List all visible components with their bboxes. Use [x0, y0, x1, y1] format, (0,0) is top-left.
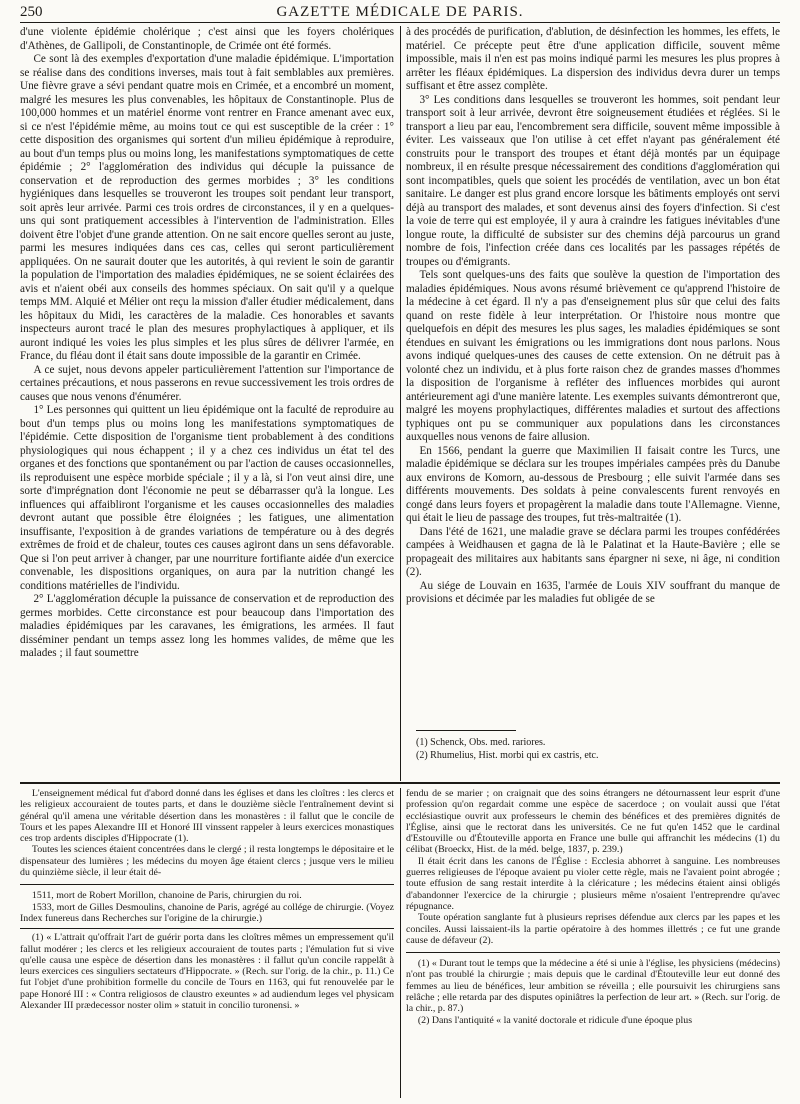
header-rule — [20, 22, 780, 23]
paragraph: Il était écrit dans les canons de l'Église : Ecclesia abhorret à sanguine. Les nombreuses guerres religieuses de l'époque avaient pu violer cette règle, mais ne l'avaient point abrogée ; toute effusion de sang restait interdite à la cléricature ; les médecins étaient ainsi obligés d'abandonner l'exercice de la chirurgie ; plusieurs même n'osaient l'entreprendre qu'avec répugnance. — [406, 855, 780, 912]
dated-entry: 1533, mort de Gilles Desmoulins, chanoine de Paris, agrégé au collége de chirurgie. (Voyez Index funereus dans Recherches sur l'origine de la chirurgie.) — [20, 901, 394, 924]
paragraph: d'une violente épidémie cholérique ; c'est ainsi que les foyers cholériques d'Athènes, de Gallipoli, de Constantinople, de Crimée ont été formés. — [20, 26, 394, 52]
paragraph: L'enseignement médical fut d'abord donné dans les églises et dans les cloîtres : les clercs et les religieux accouraient de toutes parts, et dans le douzième siècle l'entraînement devint si général qu'il amena une véritable désertion dans les monastères : il fallut que le concile de Tours et les papes Alexandre III et Honoré III vinssent rappeler à leurs exercices monastiques ces trop ardents disciples d'Hippocrate (1). — [20, 788, 394, 845]
separator-rule — [406, 952, 780, 953]
journal-title: GAZETTE MÉDICALE DE PARIS. — [276, 4, 524, 20]
paragraph: 3° Les conditions dans lesquelles se trouveront les hommes, soit pendant leur transport soit à leur arrivée, devront être soigneusement étudiées et réglées. Si le transport a lieu par eau, l'encombrement sera difficile, souvent même impossible à éviter. Les vaisseaux que l'on utilise à cet effet n'ayant pas généralement été construits pour le transport des troupes et étant déjà montés par un équipage nombreux, il en résulte presque nécessairement des conditions d'agglomération qui sont incompatibles, quels que soient les procédés de ventilation, avec un bon état sanitaire. Le danger est plus grand encore lorsque les bâtiments employés ont servi déjà au transport des malades, et sont devenus ainsi des foyers d'infection. Si c'est la voie de terre qui est employée, il y aura à craindre les fatigues inévitables d'une longue route, la difficulté de subsister sur des chemins déjà parcourus un grand nombre de fois, l'infection créée dans ces localités par les passages répétés de troupes ou d'émigrants. — [406, 93, 780, 268]
paragraph: 2° L'agglomération décuple la puissance de conservation et de reproduction des germes morbides. Cette circonstance est pour beaucoup dans l'importation des maladies épidémiques par les caravanes, les émigrations, les armées. Il faut disséminer pendant un temps assez long les hommes valides, de même que les malades ; il faut soumettre — [20, 593, 394, 659]
separator-rule — [20, 928, 394, 929]
article-left-column — [20, 26, 394, 756]
paragraph: A ce sujet, nous devons appeler particulièrement l'attention sur l'importance de certaines précautions, et nous passerons en revue successivement les trois ordres de causes que nous venons d'énumérer. — [20, 363, 394, 403]
footnote: (1) « L'attrait qu'offrait l'art de guérir porta dans les cloîtres mêmes un empressement qu'il fallut modérer ; les clercs et les religieux accouraient de toutes parts ; l'émulation fut si vive qu'elle causa une espèce de désertion dans les monastères : il fallut qu'un concile rappelât à leurs exercices ces singuliers sectateurs d'Hippocrate. » (Rech. sur l'orig. de la chir., p. 11.) Ce fut l'objet d'une prohibition formelle du concile de Tours en 1163, qui fut renouvelée par le pape Honoré III : « Contra religiosos de claustro exeuntes » ad audiendum leges vel physicam Alexander III prædecessor noster olim » statuit in concilio turonensi. » — [20, 932, 394, 1012]
page-number: 250 — [20, 4, 43, 20]
column-divider — [400, 788, 401, 1098]
paragraph: En 1566, pendant la guerre que Maximilien II faisait contre les Turcs, une maladie épidémique se déclara sur les troupes impériales campées près du Danube aux environs de Komorn, au-dessous de Presbourg ; elle suivit l'armée dans ses différents mouvements. Des soldats à peine convalescents furent renvoyés en congé dans leurs foyers et propagèrent la maladie dans toute l'Allemagne. Vienne, qui était le lieu de passage des troupes, fut très-maltraitée (1). — [406, 444, 780, 524]
page-header — [20, 4, 780, 24]
feuilleton-right-column — [406, 788, 780, 1098]
paragraph: Au siége de Louvain en 1635, l'armée de Louis XIV souffrant du manque de provisions et décimée par les maladies fut obligée de se — [406, 579, 780, 605]
footnote-rule — [416, 730, 516, 731]
paragraph: fendu de se marier ; on craignait que des soins étrangers ne détournassent leur esprit d'une profession qu'on regardait comme une espèce de sacerdoce ; on voulait aussi que l'état ecclésiastique ouvrit aux professeurs le chemin des bénéfices et des premières dignités de l'Église, ainsi que le rectorat dans les universités. Ce ne fut qu'en 1452 que le cardinal d'Estouville ou d'Étouteville apporta en France une bulle qui affranchit les médecins (1) du célibat (Broeckx, Hist. de la méd. belge, 1837, p. 239.) — [406, 788, 780, 856]
paragraph: à des procédés de purification, d'ablution, de désinfection les hommes, les effets, le matériel. Ce précepte peut être d'une application difficile, souvent même impossible, mais il n'en est pas moins indiqué parmi les mesures les plus propres à arrêter les fléaux épidémiques. La dispersion des individus devra durer un temps suffisant et être assez complète. — [406, 26, 780, 92]
paragraph: 1° Les personnes qui quittent un lieu épidémique ont la faculté de reproduire au bout d'un temps plus ou moins long les manifestations symptomatiques de l'épidémie. Cette disposition de l'organisme tient probablement à des conditions physiologiques qui nous échappent ; il y a chez ces individus un état tel des organes et des fonctions que spontanément ou par l'action de causes occasionnelles, ils reproduisent une espèce morbide spéciale ; il y a là, si l'on veut ainsi dire, une sorte d'imprégnation dont l'économie ne peut se débarrasser qu'à la longue. Les influences qui affaibliront l'organisme et les causes occasionnelles des maladies devront autant que possible être éloignées ; les fatigues, une alimentation insuffisante, l'exposition à de grandes variations de température ou à des degrés extrêmes de froid et de chaleur, toutes ces causes agiront dans un sens défavorable. Que si l'on peut arriver à changer, par une nourriture fortifiante aidée d'un exercice convenable, les dispositions organiques, on aura par la nutrition changé les conditions matérielles de l'individu. — [20, 404, 394, 592]
paragraph: Tels sont quelques-uns des faits que soulève la question de l'importation des maladies épidémiques. Nous avons résumé brièvement ce qu'apprend l'histoire de la médecine à cet égard. Il n'y a pas d'enseignement plus sûr que celui des faits quand on reste fidèle à leur interprétation. Or l'histoire nous montre que quelquefois en dépit des mesures les plus sages, les maladies épidémiques se sont étendues en suivant les émigrations ou les immigrations dont nous parlons. Nous avons indiqué quelques-unes des causes de cette extension. On ne détruit pas à volonté chez un individu, et à plus forte raison chez de grandes masses d'hommes la disposition de l'organisme à refléter des influences morbides qui auront antérieurement agi d'une manière latente. Les exemples suivants démontreront que, malgré les moyens prophylactiques, différentes maladies et surtout des affections typhiques ont pu se communiquer aux populations dans les circonstances auxquelles nous venons de faire allusion. — [406, 269, 780, 443]
separator-rule — [20, 884, 394, 885]
column-divider — [400, 26, 401, 781]
article-right-column — [406, 26, 780, 726]
paragraph: Toutes les sciences étaient concentrées dans le clergé ; il resta longtemps le dépositaire et le dispensateur des lumières ; les médecins du moyen âge étaient clercs ; jusque vers le milieu du quinzième siècle, il leur était dé- — [20, 844, 394, 879]
paragraph: Ce sont là des exemples d'exportation d'une maladie épidémique. L'importation se réalise dans des conditions inverses, mais tout à fait semblables aux premières. Une fièvre grave a sévi pendant quatre mois en Crimée, et a encombré un moment, malgré les mesures les plus convenables, les hôpitaux de Constantinople. Plus de 100,000 hommes et un matériel énorme vont rentrer en France amenant avec eux, si ce n'est l'épidémie même, au moins tout ce qui est susceptible de la créer : 1° cette disposition des organismes qui sortent d'un milieu épidémique à reproduire, au bout d'un temps plus ou moins long, les manifestations symptomatiques de cette épidémie ; 2° l'agglomération des individus qui décuple la puissance de conservation et de reproduction des germes morbides ; 3° les conditions hygiéniques dans lesquelles se trouveront les troupes soit pendant leur transport, soit après leur arrivée. Parmi ces trois ordres de circonstances, il y en a quelques-uns qui sont pratiquement accessibles à l'intervention de l'administration. Elles doivent être l'objet d'une grande attention. On ne sait encore quelles seront au juste, parmi les mesures indiquées dans ces cas, celles qui seront particulièrement appliquées. On ne saurait douter que les autorités, à qui revient le soin de garantir la population de l'importation des maladies épidémiques, ne se soient éclairées des avis et n'aient obéi aux conseils des hommes spéciaux. On sait qu'il y a quelque temps MM. Alquié et Mélier ont reçu la mission d'aller étudier médicalement, dans les hôpitaux du Midi, les caractères de la maladie. Ces honorables et savants inspecteurs auront tracé le plan des mesures prophylactiques à appliquer, et ils auront indiqué les voies les plus simples et les plus sûres de délivrer l'armée, en France, du fléau dont il était sans doute impossible de la garantir en Crimée. — [20, 53, 394, 362]
feuilleton-left-column — [20, 788, 394, 1098]
footnote: (2) Dans l'antiquité « la vanité doctorale et ridicule d'une époque plus — [417, 1014, 693, 1026]
dated-entry: 1511, mort de Robert Morillon, chanoine de Paris, chirurgien du roi. — [31, 890, 302, 902]
paragraph: Toute opération sanglante fut à plusieurs reprises défendue aux clercs par les papes et les conciles. Aussi laissaient-ils la partie opératoire à des hommes illettrés ; ce fut une grande cause de défaveur (2). — [406, 912, 780, 946]
article-footnotes — [416, 736, 780, 776]
footnote: (1) Schenck, Obs. med. rariores. — [416, 737, 546, 748]
footnote: (1) « Durant tout le temps que la médecine a été si unie à l'église, les physiciens (médecins) n'ont pas troublé la chirurgie ; mais depuis que le cardinal d'Étouteville leur eut donné des femmes au lieu de bénéfices, leur ambition se réveilla ; elle poursuivit les chirurgiens sans relâche ; elle retarda par des disputes opiniâtres la perfection de leur art. » (Rech. sur l'orig. de la chir., p. 87.) — [406, 958, 780, 1015]
footnote: (2) Rhumelius, Hist. morbi qui ex castris, etc. — [416, 750, 599, 761]
section-rule — [20, 782, 780, 784]
paragraph: Dans l'été de 1621, une maladie grave se déclara parmi les troupes confédérées campées à Weidhausen et gagna de là le Palatinat et la Haute-Bavière ; elle se propageait des militaires aux habitants sans épargner ni sexe, ni âge, ni condition (2). — [406, 525, 780, 578]
